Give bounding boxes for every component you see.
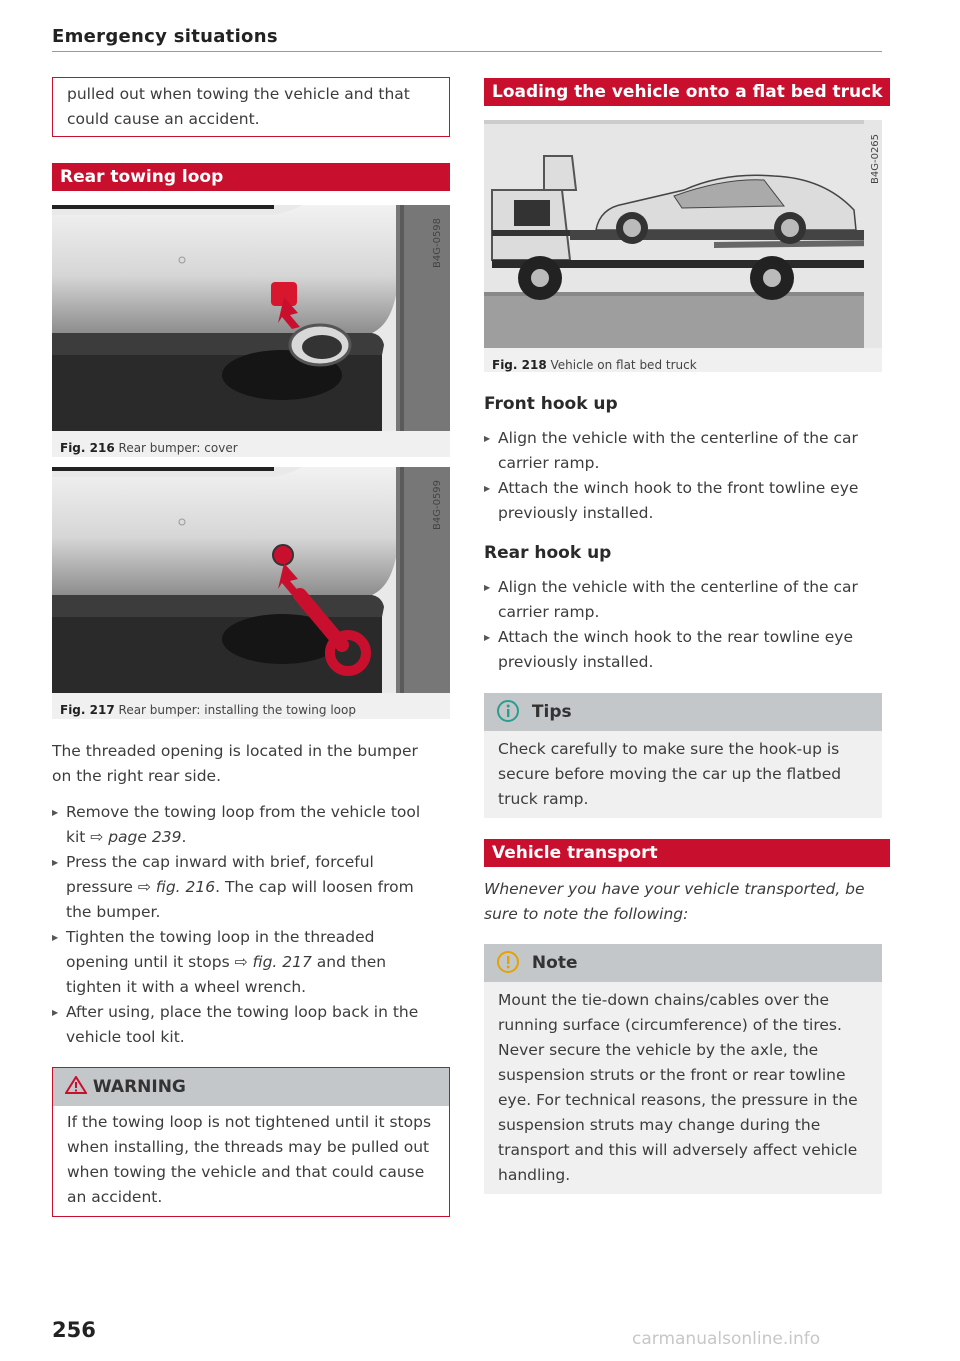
continued-warning-box <box>52 77 450 137</box>
figure-218 <box>484 120 882 372</box>
tips-title: Tips <box>531 702 572 722</box>
rear-bumper-cover-illustration <box>52 205 450 431</box>
note-text: Mount the tie-down chains/cables over the running surface (circumference) of the tires. Never secure the vehicle by the axle, the suspension struts or the front or rear towline eye. For technical reasons, the pressure in the suspension struts may change during the transport and this will adversely affect vehicle handling. <box>498 991 858 1184</box>
towing-intro <box>52 739 442 789</box>
towing-intro-text: The threaded opening is located in the bumper on the right rear side. <box>52 742 418 785</box>
tips-header <box>484 693 882 731</box>
towing-steps <box>52 800 442 1050</box>
front-hook-steps <box>484 426 882 526</box>
fig217-text: Rear bumper: installing the towing loop <box>118 703 356 717</box>
rear-hook-step: ▶ Attach the winch hook to the rear towline eye previously installed. <box>484 625 882 675</box>
front-hook-heading: Front hook up <box>484 394 618 414</box>
fig-217-link[interactable]: ⇨ fig. 217 <box>234 953 312 971</box>
caution-icon <box>496 950 520 974</box>
page-number: 256 <box>52 1318 96 1342</box>
figure-217 <box>52 467 450 719</box>
rear-hook-list <box>484 575 882 675</box>
fig218-text: Vehicle on flat bed truck <box>550 358 697 372</box>
transport-intro <box>484 877 882 927</box>
rear-hook-step: ▶ Align the vehicle with the centerline of the car carrier ramp. <box>484 575 882 625</box>
towing-steps-list <box>52 800 442 1050</box>
fig216-code: B4G-0598 <box>432 217 443 268</box>
towing-step: ▶ Press the cap inward with brief, forceful pressure ⇨ fig. 216. The cap will loosen from the bumper. <box>52 850 442 925</box>
note-title: Note <box>531 953 578 973</box>
flatbed-truck-illustration <box>484 120 882 348</box>
tips-text: Check carefully to make sure the hook-up is secure before moving the car up the flatbed truck ramp. <box>498 740 842 808</box>
flatbed-heading: Loading the vehicle onto a flat bed truck <box>484 78 890 106</box>
rear-towing-loop-heading: Rear towing loop <box>52 163 450 191</box>
continued-warning-text: pulled out when towing the vehicle and that could cause an accident. <box>67 85 410 128</box>
note-header <box>484 944 882 982</box>
fig218-code: B4G-0265 <box>870 133 881 184</box>
towing-step: ▶ Tighten the towing loop in the threaded opening until it stops ⇨ fig. 217 and then tighten it with a wheel wrench. <box>52 925 442 1000</box>
fig216-caption <box>52 435 450 463</box>
info-icon <box>496 699 520 723</box>
warning-header <box>53 1068 449 1106</box>
fig217-label: Fig. 217 <box>60 703 115 717</box>
page-239-link[interactable]: ⇨ page 239 <box>90 828 182 846</box>
fig-216-link[interactable]: ⇨ fig. 216 <box>137 878 216 896</box>
warning-text: If the towing loop is not tightened until it stops when installing, the threads may be pulled out when towing the vehicle and that could cause an accident. <box>67 1113 432 1206</box>
installing-towing-loop-illustration <box>52 467 450 693</box>
warning-title: WARNING <box>92 1077 186 1097</box>
fig216-text: Rear bumper: cover <box>118 441 238 455</box>
vehicle-transport-heading: Vehicle transport <box>484 839 890 867</box>
tips-box <box>484 693 882 818</box>
transport-intro-text: Whenever you have your vehicle transported, be sure to note the following: <box>484 880 865 923</box>
front-hook-list <box>484 426 882 526</box>
front-hook-step: ▶ Align the vehicle with the centerline of the car carrier ramp. <box>484 426 882 476</box>
fig216-label: Fig. 216 <box>60 441 115 455</box>
fig217-code: B4G-0599 <box>432 479 443 530</box>
note-box <box>484 944 882 1194</box>
rear-hook-steps <box>484 575 882 675</box>
warning-box <box>52 1067 450 1217</box>
section-header: Emergency situations <box>52 26 278 47</box>
fig217-caption <box>52 697 450 725</box>
towing-step: ▶ After using, place the towing loop back in the vehicle tool kit. <box>52 1000 442 1050</box>
rear-hook-heading: Rear hook up <box>484 543 612 563</box>
figure-216 <box>52 205 450 457</box>
watermark: carmanualsonline.info <box>632 1329 821 1349</box>
fig218-caption <box>484 352 882 380</box>
front-hook-step: ▶ Attach the winch hook to the front towline eye previously installed. <box>484 476 882 526</box>
towing-step: ▶ Remove the towing loop from the vehicle tool kit ⇨ page 239. <box>52 800 442 850</box>
header-divider <box>52 51 882 52</box>
warning-triangle-icon <box>65 1076 87 1094</box>
fig218-label: Fig. 218 <box>492 358 547 372</box>
